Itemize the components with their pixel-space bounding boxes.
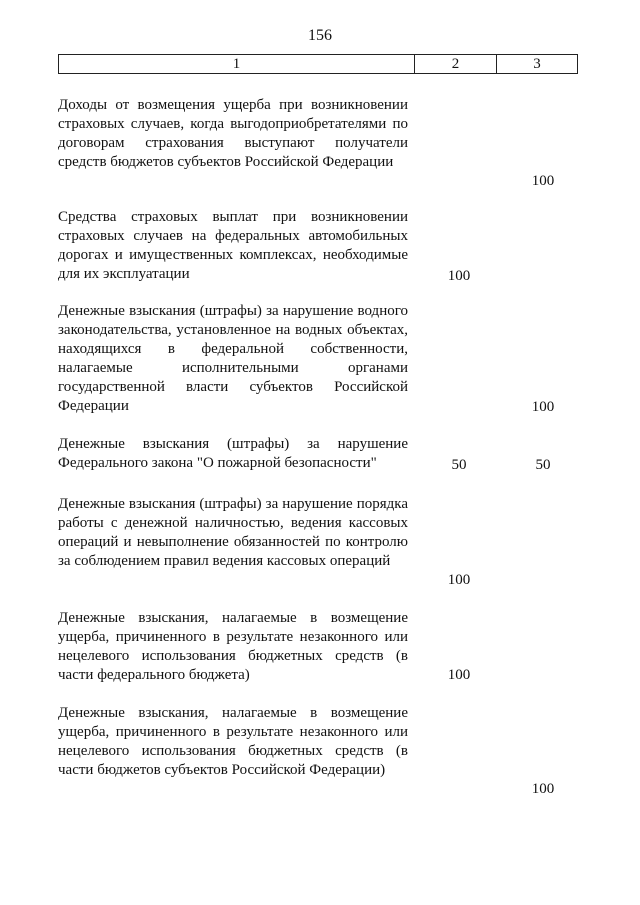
table-row (58, 302, 578, 416)
row-value-col2: 100 (447, 572, 471, 588)
row-value-col3: 50 (535, 457, 551, 473)
row-value-col2: 50 (451, 457, 467, 473)
table-row (58, 609, 578, 685)
row-value-col3: 100 (531, 781, 555, 797)
header-col-2: 2 (415, 55, 497, 73)
table-header (58, 54, 578, 74)
row-description: Денежные взыскания (штрафы) за нарушение порядка работы с денежной наличностью, ведения кассовых операций и невыполнение обязанностей по контролю за соблюдением правил ведения кассовых операций (58, 496, 408, 569)
row-description: Денежные взыскания, налагаемые в возмещение ущерба, причиненного в результате незаконного или нецелевого использования бюджетных средств (в части федерального бюджета) (58, 610, 408, 683)
page-number: 156 (308, 27, 332, 44)
table-row (58, 208, 578, 284)
row-description: Денежные взыскания (штрафы) за нарушение Федерального закона "О пожарной безопасности" (58, 436, 408, 471)
row-description: Денежные взыскания, налагаемые в возмещение ущерба, причиненного в результате незаконного или нецелевого использования бюджетных средств (в части бюджетов субъектов Российской Федерации) (58, 705, 408, 778)
table-row (58, 704, 578, 797)
row-description: Доходы от возмещения ущерба при возникновении страховых случаев, когда выгодоприобретателями по договорам страхования выступают получатели средств бюджетов субъектов Российской Федерации (58, 97, 408, 170)
table-row (58, 96, 578, 189)
row-description: Средства страховых выплат при возникновении страховых случаев на федеральных автомобильных дорогах и имущественных комплексах, необходимые для их эксплуатации (58, 209, 408, 282)
header-col-1: 1 (59, 55, 415, 73)
row-description: Денежные взыскания (штрафы) за нарушение водного законодательства, установленное на водных объектах, находящихся в федеральной собственности, налагаемые исполнительными органами государственной власти субъектов Российской Федерации (58, 303, 408, 414)
row-value-col2: 100 (447, 268, 471, 284)
row-value-col2: 100 (447, 667, 471, 683)
row-value-col3: 100 (531, 173, 555, 189)
table-row (58, 495, 578, 588)
header-col-3: 3 (533, 55, 541, 72)
row-value-col3: 100 (531, 399, 555, 415)
table-row (58, 435, 578, 473)
